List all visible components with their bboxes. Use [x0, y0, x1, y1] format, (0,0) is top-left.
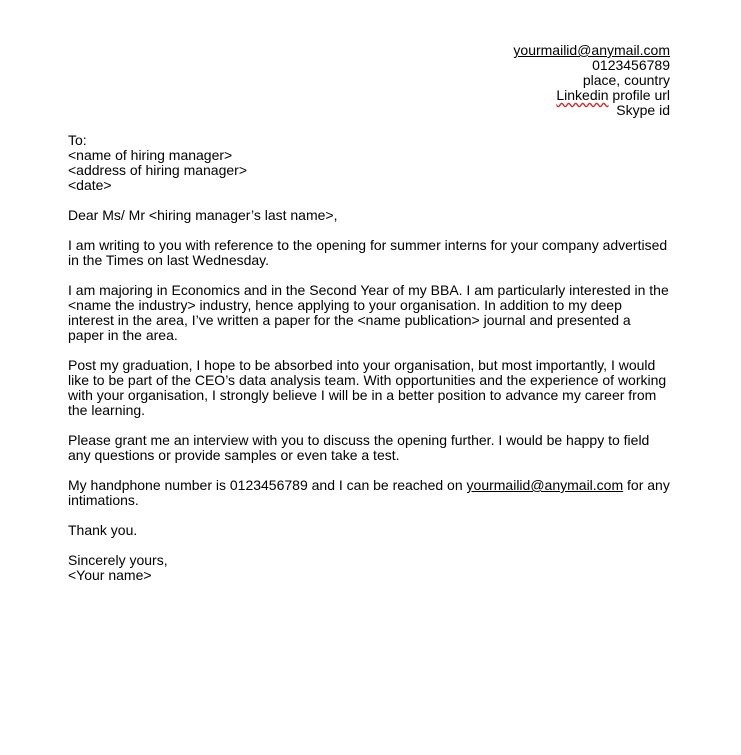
sender-linkedin-text: profile url: [608, 87, 670, 103]
sender-phone: 0123456789: [592, 57, 670, 73]
paragraph-2: I am majoring in Economics and in the Second Year of my BBA. I am particularly interested in the <name the industry> industry, hence applying to your organisation. In addition to my deep interest in the area, I’ve written a paper for the <name publication> journal and presented a paper in the area.: [68, 282, 669, 343]
letter-body: [68, 133, 670, 598]
email-link[interactable]: yourmailid@anymail.com: [466, 477, 624, 493]
recipient-name: <name of hiring manager>: [68, 147, 233, 163]
salutation: Dear Ms/ Mr <hiring manager’s last name>,: [68, 207, 338, 223]
misspelled-word: Linkedin: [556, 87, 609, 103]
paragraph-1: I am writing to you with reference to the opening for summer interns for your company advertised in the Times on last Wednesday.: [68, 237, 668, 268]
sender-location: place, country: [582, 72, 670, 88]
signoff-block: [68, 553, 670, 583]
sender-email-link[interactable]: yourmailid@anymail.com: [513, 42, 670, 58]
to-label: To:: [68, 132, 87, 148]
recipient-block: [68, 133, 670, 193]
paragraph-5-text-before: My handphone number is 0123456789 and I can be reached on: [68, 477, 467, 493]
paragraph-5-text-after: for any intimations.: [68, 477, 670, 508]
letter-date: <date>: [68, 177, 112, 193]
sender-linkedin: [513, 88, 670, 103]
closing: Sincerely yours,: [68, 552, 168, 568]
paragraph-3: Post my graduation, I hope to be absorbed into your organisation, but most importantly, I would like to be part of the CEO’s data analysis team. With opportunities and the experience of working with your organisation, I strongly believe I will be in a better position to advance my career from the learning.: [68, 357, 667, 418]
recipient-address: <address of hiring manager>: [68, 162, 247, 178]
sender-contact-block: [513, 43, 670, 118]
paragraph-5: [68, 478, 670, 508]
thank-you: Thank you.: [68, 522, 138, 538]
signature-name: <Your name>: [68, 567, 152, 583]
paragraph-4: Please grant me an interview with you to discuss the opening further. I would be happy to field any questions or provide samples or even take a test.: [68, 432, 650, 463]
sender-skype: Skype id: [616, 102, 670, 118]
